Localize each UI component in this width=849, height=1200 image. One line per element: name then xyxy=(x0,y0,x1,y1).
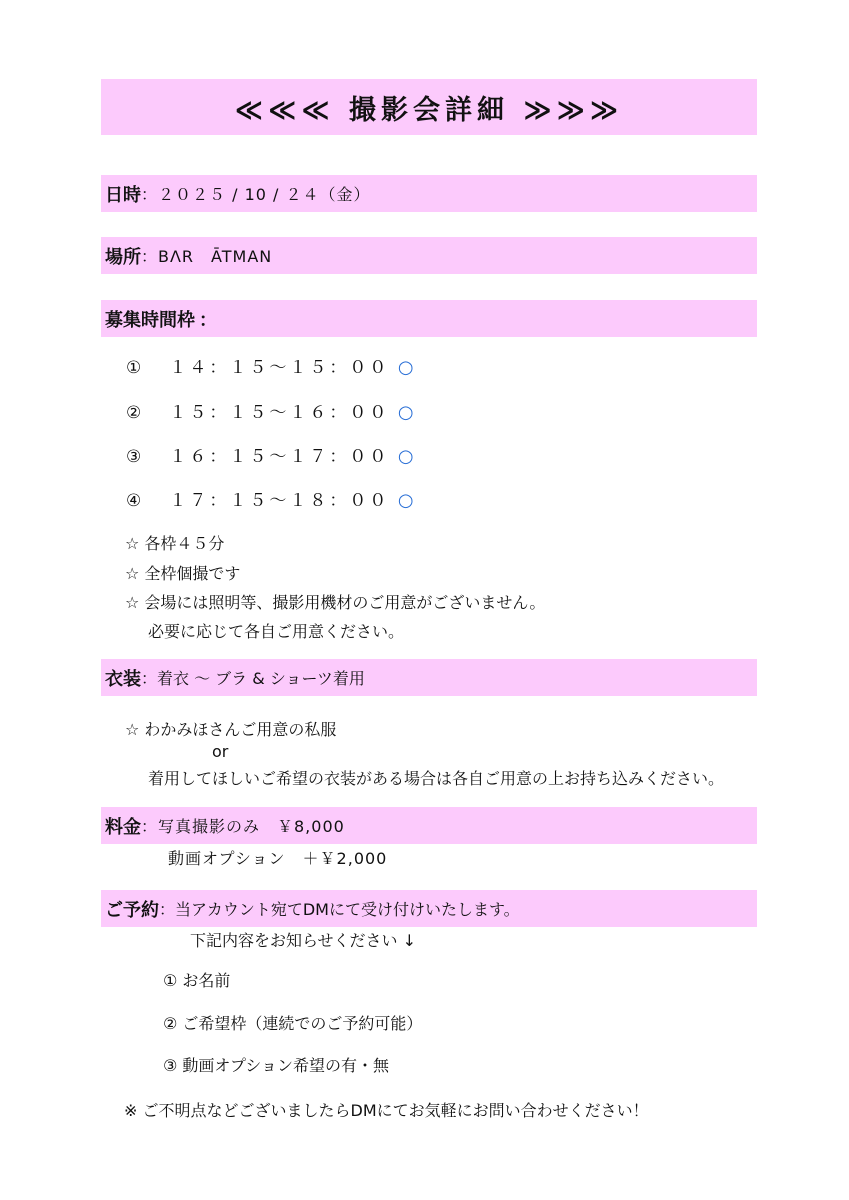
available-circle-icon: ○ xyxy=(397,402,417,423)
slot-number: ④ xyxy=(126,491,145,511)
reserve-item: ① お名前 xyxy=(163,971,231,990)
slots-label: 募集時間枠 xyxy=(105,309,195,331)
slot-number: ① xyxy=(126,358,145,378)
slot-note-continued: 必要に応じて各自ご用意ください。 xyxy=(148,622,405,641)
reserve-item: ③ 動画オプション希望の有・無 xyxy=(163,1056,389,1075)
place-value: ：BΛR ĀTMAN xyxy=(141,247,273,266)
slot-time: １６：１５～１７：００ xyxy=(169,447,390,467)
slot-number: ② xyxy=(126,403,145,423)
price-label: 料金 xyxy=(105,816,141,838)
slots-row xyxy=(101,300,757,337)
slot-note: ☆ 全枠個撮です xyxy=(125,564,241,583)
slots-colon: ： xyxy=(199,309,217,331)
available-circle-icon: ○ xyxy=(397,490,417,511)
costume-or: or xyxy=(212,742,229,761)
slot-item-3 xyxy=(126,442,417,467)
datetime-value: ：２０２５ / 10 / ２４（金） xyxy=(141,185,371,204)
slot-item-1 xyxy=(126,353,417,378)
slot-note: ☆ 各枠４５分 xyxy=(125,534,225,553)
place-label: 場所 xyxy=(105,246,141,268)
reserve-label: ご予約 xyxy=(105,899,159,921)
place-row xyxy=(101,237,757,274)
slot-time: １５：１５～１６：００ xyxy=(169,403,390,423)
reserve-subtext: 下記内容をお知らせください ↓ xyxy=(190,931,417,950)
datetime-row xyxy=(101,175,757,212)
costume-note-2: 着用してほしいご希望の衣装がある場合は各自ご用意の上お持ち込みください。 xyxy=(148,769,725,788)
price-value: ：写真撮影のみ ￥8,000 xyxy=(141,817,345,836)
page-title: ≪≪≪ 撮影会詳細 ≫≫≫ xyxy=(234,94,624,126)
slot-time: １４：１５～１５：００ xyxy=(169,358,390,378)
available-circle-icon: ○ xyxy=(397,357,417,378)
reserve-row xyxy=(101,890,757,927)
costume-label: 衣装 xyxy=(105,668,141,690)
price-row xyxy=(101,807,757,844)
available-circle-icon: ○ xyxy=(397,446,417,467)
price-option: 動画オプション ＋￥2,000 xyxy=(168,849,388,868)
reserve-item: ② ご希望枠（連続でのご予約可能） xyxy=(163,1014,423,1033)
slot-note: ☆ 会場には照明等、撮影用機材のご用意がございません。 xyxy=(125,593,546,612)
title-banner xyxy=(101,79,757,135)
reserve-value: ：当アカウント宛てDMにて受け付けいたします。 xyxy=(159,900,520,919)
slot-time: １７：１５～１８：００ xyxy=(169,491,390,511)
slot-item-4 xyxy=(126,486,417,511)
costume-row xyxy=(101,659,757,696)
footer-note: ※ ご不明点などございましたらDMにてお気軽にお問い合わせください！ xyxy=(124,1101,649,1120)
costume-note: ☆ わかみほさんご用意の私服 xyxy=(125,720,337,739)
slot-item-2 xyxy=(126,398,417,423)
slot-number: ③ xyxy=(126,447,145,467)
costume-value: ：着衣 ～ ブラ & ショーツ着用 xyxy=(141,669,365,688)
datetime-label: 日時 xyxy=(105,184,141,206)
